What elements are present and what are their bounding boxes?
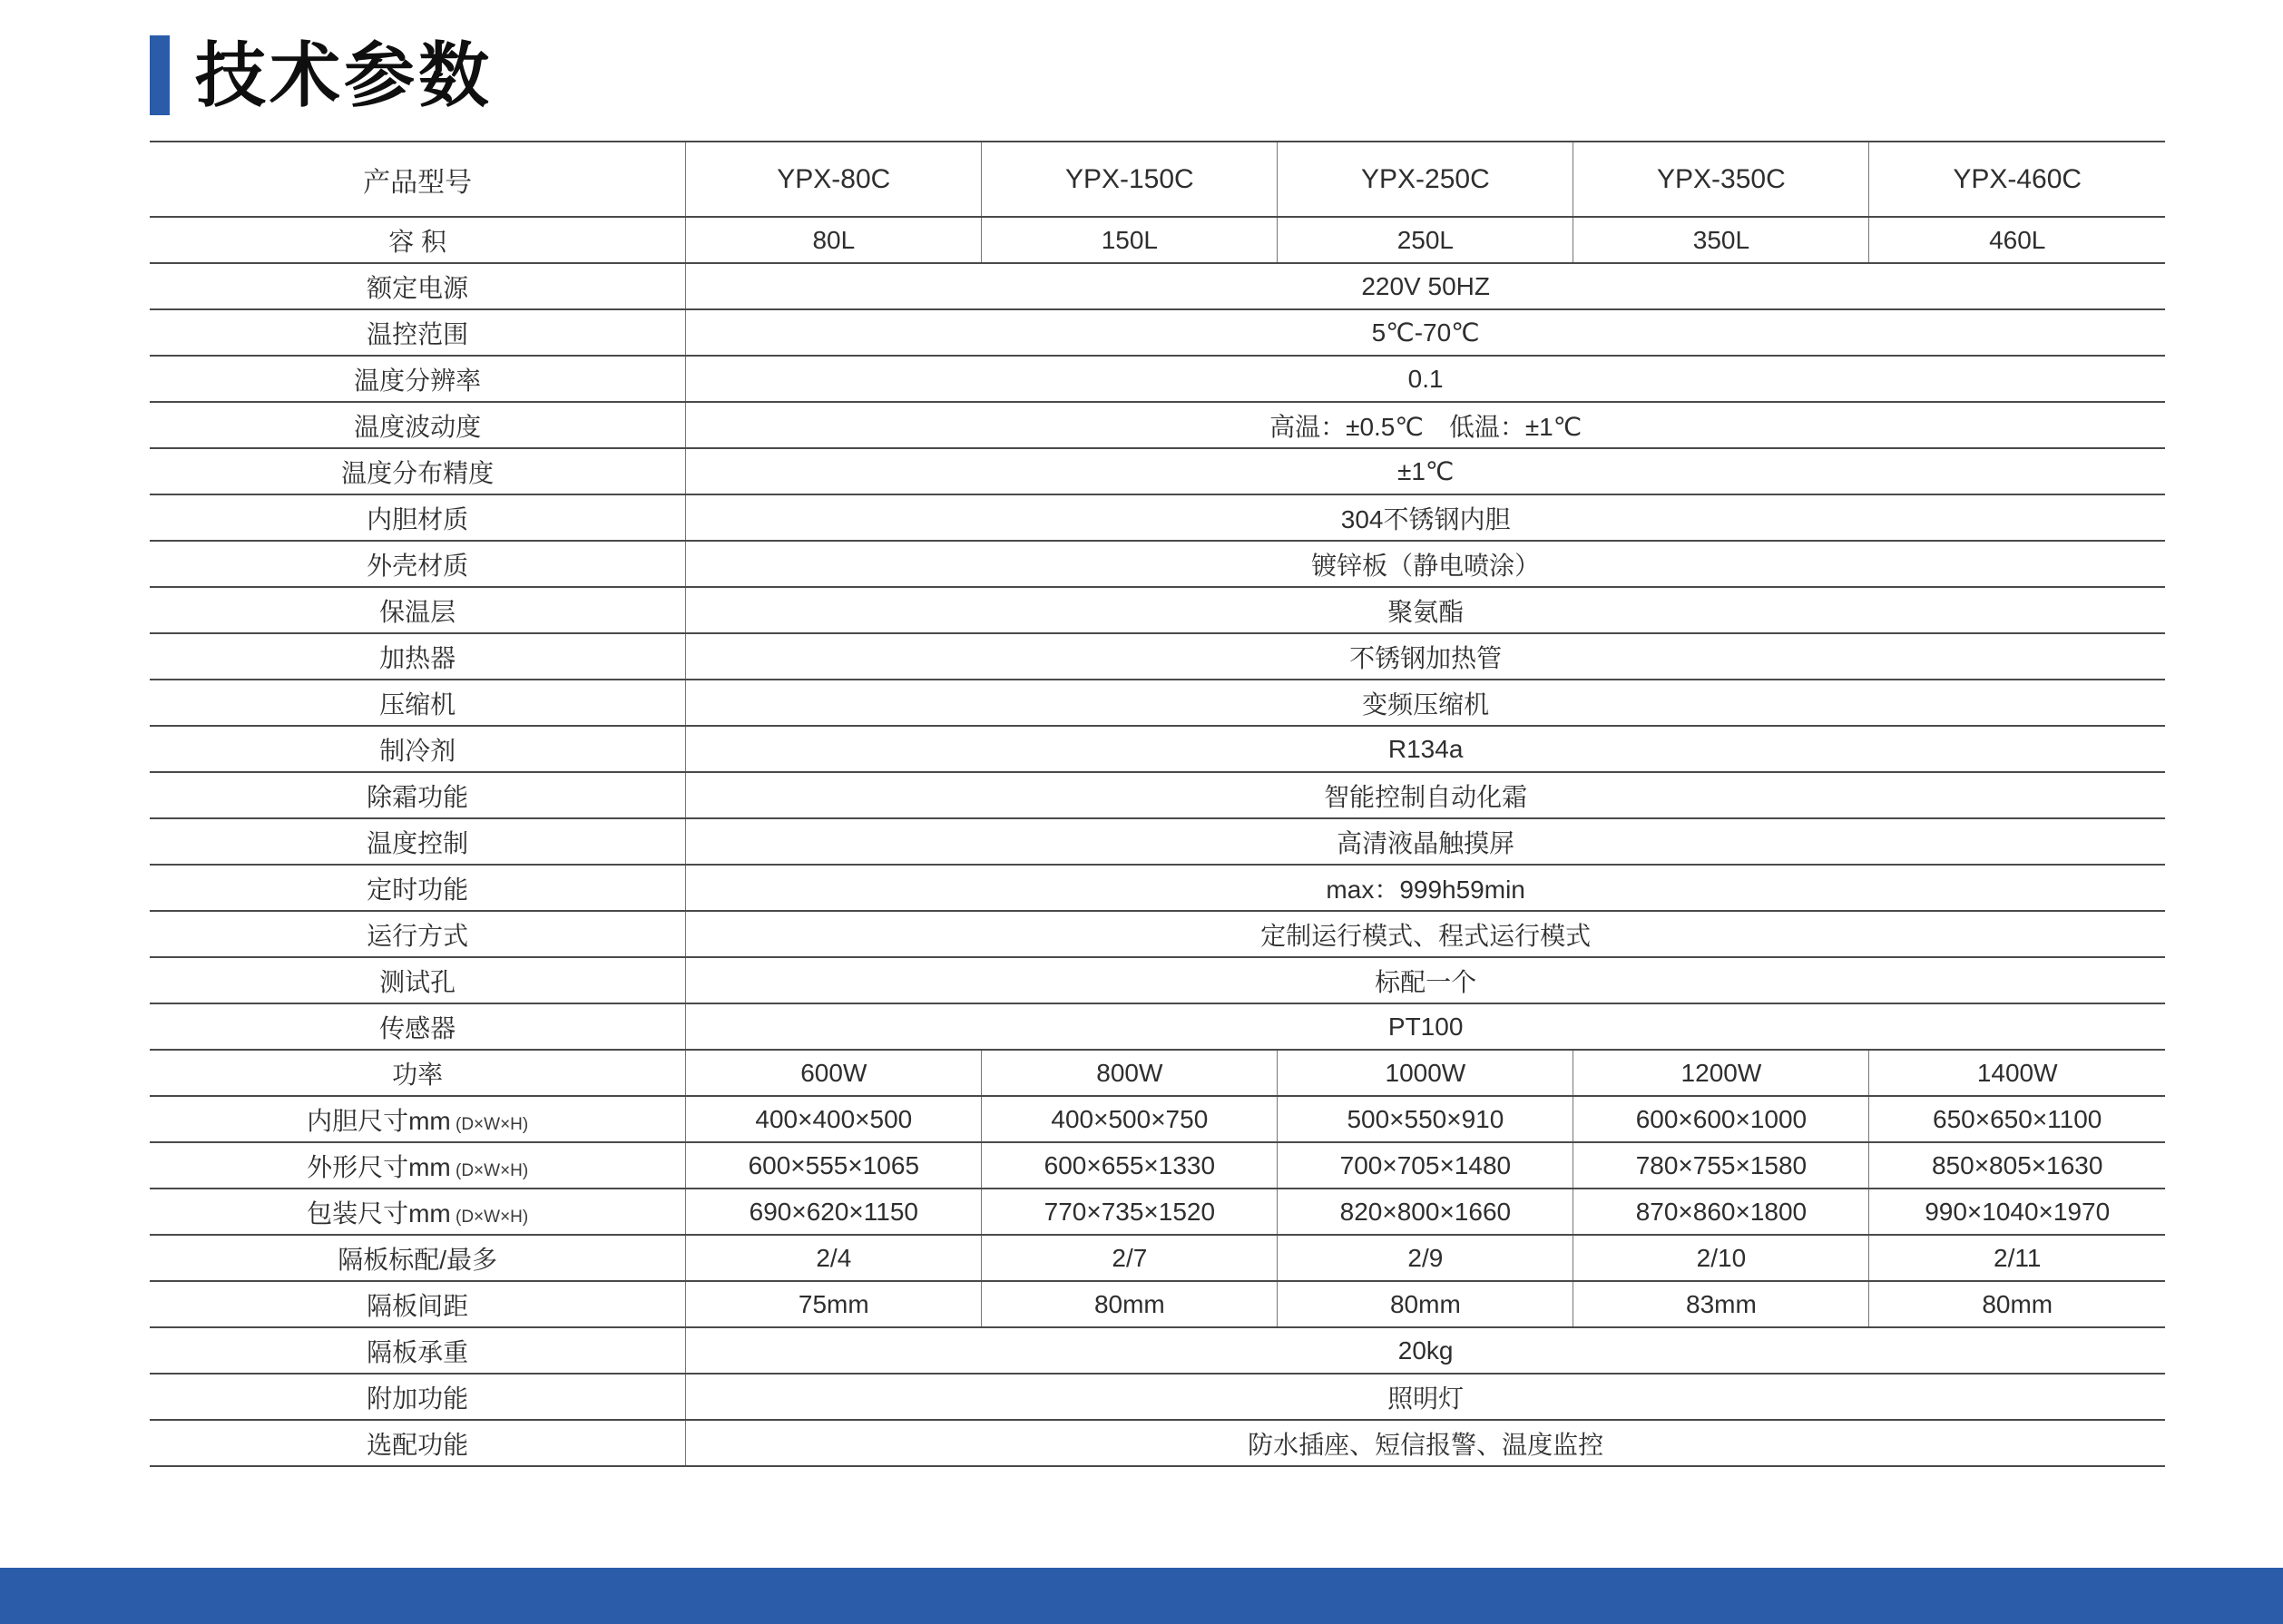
row-label: 容 积 <box>150 217 686 263</box>
table-row <box>150 309 2165 356</box>
row-label: 额定电源 <box>150 263 686 309</box>
row-value: 500×550×910 <box>1278 1096 1573 1142</box>
row-label: 制冷剂 <box>150 726 686 772</box>
table-row <box>150 865 2165 911</box>
row-value-merged: 5℃-70℃ <box>686 309 2165 356</box>
table-row <box>150 1327 2165 1374</box>
row-label: 包装尺寸mm (D×W×H) <box>150 1189 686 1235</box>
row-value: 2/9 <box>1278 1235 1573 1281</box>
row-value: 850×805×1630 <box>1869 1142 2165 1189</box>
row-value: 700×705×1480 <box>1278 1142 1573 1189</box>
table-row <box>150 1050 2165 1096</box>
table-row <box>150 957 2165 1003</box>
row-value: 690×620×1150 <box>686 1189 982 1235</box>
table-row <box>150 1142 2165 1189</box>
row-label: 温度控制 <box>150 818 686 865</box>
row-value: 990×1040×1970 <box>1869 1189 2165 1235</box>
row-label: 运行方式 <box>150 911 686 957</box>
row-label: 温度分辨率 <box>150 356 686 402</box>
row-value-merged: 防水插座、短信报警、温度监控 <box>686 1420 2165 1466</box>
row-value-merged: 标配一个 <box>686 957 2165 1003</box>
table-row <box>150 726 2165 772</box>
row-label: 隔板承重 <box>150 1327 686 1374</box>
row-value-merged: 高温：±0.5℃ 低温：±1℃ <box>686 402 2165 448</box>
row-value: 770×735×1520 <box>982 1189 1278 1235</box>
table-header-row <box>150 142 2165 217</box>
table-row <box>150 356 2165 402</box>
row-value: 600×655×1330 <box>982 1142 1278 1189</box>
table-row <box>150 1420 2165 1466</box>
table-row <box>150 911 2165 957</box>
row-value: 83mm <box>1573 1281 1869 1327</box>
table-row <box>150 1003 2165 1050</box>
row-value-merged: 不锈钢加热管 <box>686 633 2165 680</box>
header-model-cell: YPX-150C <box>982 142 1278 217</box>
header-label-cell: 产品型号 <box>150 142 686 217</box>
row-label-sub: (D×W×H) <box>450 1114 529 1134</box>
row-value: 820×800×1660 <box>1278 1189 1573 1235</box>
row-label: 温度分布精度 <box>150 448 686 494</box>
row-label: 加热器 <box>150 633 686 680</box>
row-label: 附加功能 <box>150 1374 686 1420</box>
table-row <box>150 680 2165 726</box>
table-row <box>150 1235 2165 1281</box>
table-row <box>150 633 2165 680</box>
row-value-merged: PT100 <box>686 1003 2165 1050</box>
row-value: 1400W <box>1869 1050 2165 1096</box>
page-title: 技术参数 <box>195 35 494 115</box>
row-value: 250L <box>1278 217 1573 263</box>
header-model-cell: YPX-460C <box>1869 142 2165 217</box>
header-model-cell: YPX-80C <box>686 142 982 217</box>
table-row <box>150 263 2165 309</box>
row-value-merged: 定制运行模式、程式运行模式 <box>686 911 2165 957</box>
bottom-accent-bar <box>0 1568 2283 1624</box>
row-label: 外壳材质 <box>150 541 686 587</box>
table-row <box>150 217 2165 263</box>
table-row <box>150 587 2165 633</box>
row-label: 隔板间距 <box>150 1281 686 1327</box>
table-row <box>150 541 2165 587</box>
row-value: 2/10 <box>1573 1235 1869 1281</box>
row-value-merged: ±1℃ <box>686 448 2165 494</box>
row-value: 350L <box>1573 217 1869 263</box>
title-accent-bar <box>150 35 170 115</box>
row-label: 除霜功能 <box>150 772 686 818</box>
row-label-sub: (D×W×H) <box>450 1207 529 1227</box>
row-value: 2/4 <box>686 1235 982 1281</box>
row-label: 选配功能 <box>150 1420 686 1466</box>
row-value: 80mm <box>1869 1281 2165 1327</box>
row-label: 定时功能 <box>150 865 686 911</box>
table-row <box>150 772 2165 818</box>
table-row <box>150 448 2165 494</box>
header-model-cell: YPX-250C <box>1278 142 1573 217</box>
table-row <box>150 494 2165 541</box>
table-row <box>150 402 2165 448</box>
row-value-merged: 高清液晶触摸屏 <box>686 818 2165 865</box>
row-value: 650×650×1100 <box>1869 1096 2165 1142</box>
row-value: 870×860×1800 <box>1573 1189 1869 1235</box>
spec-table <box>150 141 2165 1467</box>
row-value: 80L <box>686 217 982 263</box>
row-value: 600×555×1065 <box>686 1142 982 1189</box>
row-value: 80mm <box>1278 1281 1573 1327</box>
row-label: 测试孔 <box>150 957 686 1003</box>
table-row <box>150 1374 2165 1420</box>
row-value: 600W <box>686 1050 982 1096</box>
row-value: 800W <box>982 1050 1278 1096</box>
row-value: 600×600×1000 <box>1573 1096 1869 1142</box>
row-label: 内胆材质 <box>150 494 686 541</box>
row-label: 内胆尺寸mm (D×W×H) <box>150 1096 686 1142</box>
row-label-sub: (D×W×H) <box>450 1160 529 1180</box>
row-value: 460L <box>1869 217 2165 263</box>
table-row <box>150 1096 2165 1142</box>
header-model-cell: YPX-350C <box>1573 142 1869 217</box>
row-value: 2/11 <box>1869 1235 2165 1281</box>
row-value: 150L <box>982 217 1278 263</box>
row-label: 压缩机 <box>150 680 686 726</box>
row-value: 1000W <box>1278 1050 1573 1096</box>
page-header <box>150 25 493 125</box>
table-row <box>150 818 2165 865</box>
row-value: 1200W <box>1573 1050 1869 1096</box>
row-value: 400×500×750 <box>982 1096 1278 1142</box>
table-row <box>150 1281 2165 1327</box>
row-value-merged: 聚氨酯 <box>686 587 2165 633</box>
row-value: 400×400×500 <box>686 1096 982 1142</box>
row-value-merged: 智能控制自动化霜 <box>686 772 2165 818</box>
row-value: 2/7 <box>982 1235 1278 1281</box>
row-value-merged: 变频压缩机 <box>686 680 2165 726</box>
row-value-merged: 镀锌板（静电喷涂） <box>686 541 2165 587</box>
row-label: 外形尺寸mm (D×W×H) <box>150 1142 686 1189</box>
row-value-merged: 照明灯 <box>686 1374 2165 1420</box>
row-value-merged: 220V 50HZ <box>686 263 2165 309</box>
table-row <box>150 1189 2165 1235</box>
row-label: 保温层 <box>150 587 686 633</box>
row-label: 温度波动度 <box>150 402 686 448</box>
row-value-merged: 0.1 <box>686 356 2165 402</box>
row-value: 780×755×1580 <box>1573 1142 1869 1189</box>
row-label: 隔板标配/最多 <box>150 1235 686 1281</box>
row-value: 75mm <box>686 1281 982 1327</box>
row-label: 功率 <box>150 1050 686 1096</box>
row-label: 温控范围 <box>150 309 686 356</box>
row-value-merged: max：999h59min <box>686 865 2165 911</box>
row-value-merged: 20kg <box>686 1327 2165 1374</box>
row-value: 80mm <box>982 1281 1278 1327</box>
row-value-merged: R134a <box>686 726 2165 772</box>
row-label: 传感器 <box>150 1003 686 1050</box>
row-value-merged: 304不锈钢内胆 <box>686 494 2165 541</box>
